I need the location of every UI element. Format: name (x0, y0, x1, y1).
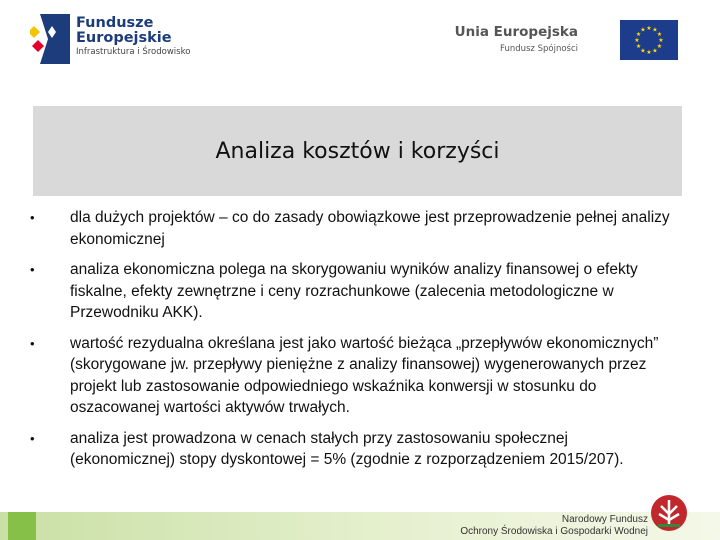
bullet-dot: • (30, 335, 35, 351)
bullet-item (30, 207, 670, 250)
bullet-dot: • (30, 210, 35, 225)
nfosigw-emblem-icon (650, 494, 688, 532)
svg-text:★: ★ (656, 43, 663, 50)
eu-flag-icon (620, 20, 678, 60)
svg-text:★: ★ (646, 49, 652, 56)
fe-emblem-icon (30, 14, 70, 64)
svg-text:★: ★ (640, 26, 646, 34)
bullet-text: wartość rezydualna określana jest jako wartość bieżąca „przepływów ekonomicznych” (skorygowane jw. przepływy pieniężne z analizy finansowej) wygenerowanych przez projekt lub zastosowanie odpowiedniego wskaźnika konwersji w stosunku do oszacowanej wartości aktywów trwałych. (70, 334, 659, 416)
fe-logo-line1: Fundusze (76, 15, 154, 31)
footer-tab (8, 512, 36, 540)
nf-line2: Ochrony Środowiska i Gospodarki Wodnej (460, 526, 648, 537)
nfosigw-logo-text (460, 514, 648, 538)
fundusze-europejskie-logo (30, 12, 230, 68)
eu-logo-line1: Unia Europejska (454, 24, 578, 40)
unia-europejska-logo (418, 20, 678, 60)
bullet-item (30, 333, 670, 419)
svg-text:★: ★ (656, 31, 663, 38)
svg-text:★: ★ (635, 43, 642, 50)
bullet-dot: • (30, 262, 35, 277)
bullet-item (30, 259, 670, 324)
svg-text:★: ★ (646, 25, 652, 32)
fe-logo-line3: Infrastruktura i Środowisko (76, 47, 191, 57)
bullet-text: analiza ekonomiczna polega na skorygowaniu wyników analizy finansowej o efekty fiskalne, efekty zewnętrzne i ceny rozrachunkowe (zalecenia metodologiczne w Przewodniku AKK). (70, 261, 638, 321)
svg-text:★: ★ (634, 37, 640, 44)
bullet-text: dla dużych projektów – co do zasady obowiązkowe jest przeprowadzenie pełnej analizy ekonomicznej (70, 209, 670, 248)
svg-text:★: ★ (640, 47, 646, 55)
svg-text:★: ★ (652, 47, 658, 55)
fe-logo-line2: Europejskie (76, 29, 172, 46)
bullet-text: analiza jest prowadzona w cenach stałych przy zastosowaniu społecznej (ekonomicznej) stopy dyskontowej = 5% (zgodnie z rozporządzeniem 2015/207). (70, 429, 624, 468)
eu-logo-line2: Fundusz Spójności (500, 44, 578, 54)
title-band (33, 106, 682, 196)
slide-title: Analiza kosztów i korzyści (215, 139, 500, 164)
bullet-list (30, 207, 670, 480)
svg-text:★: ★ (658, 37, 664, 44)
svg-text:★: ★ (652, 26, 658, 34)
bullet-dot: • (30, 430, 35, 446)
bullet-item (30, 428, 670, 471)
svg-text:★: ★ (635, 31, 642, 38)
nf-line1: Narodowy Fundusz (561, 514, 648, 525)
